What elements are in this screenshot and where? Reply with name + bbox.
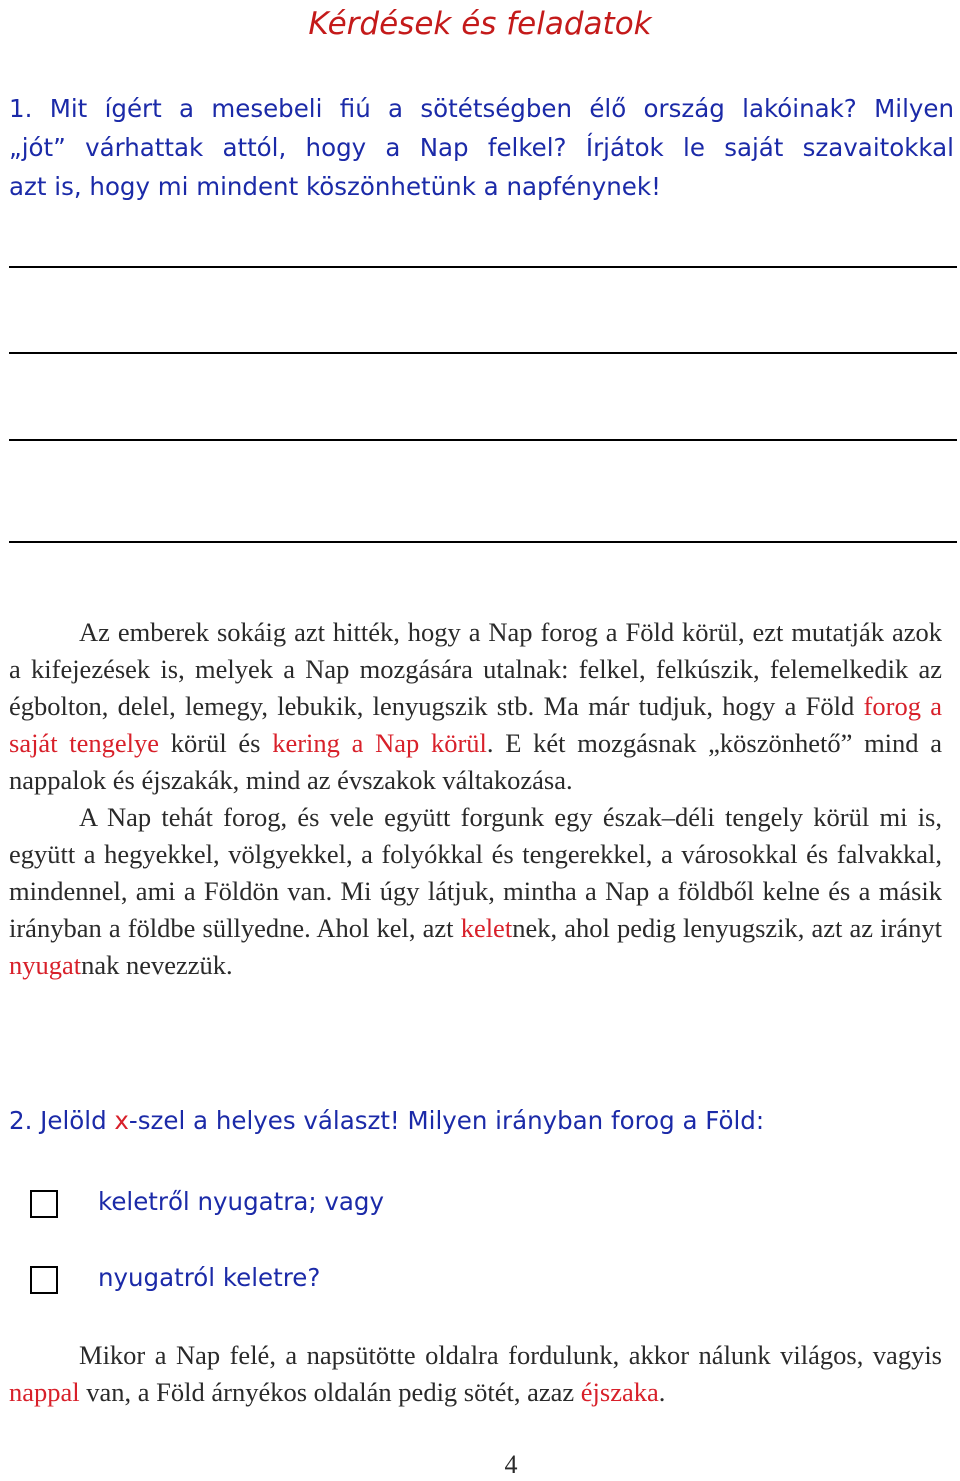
answer-line[interactable] [9,439,957,441]
question-1-line: „jót” várhattak attól, hogy a Nap felkel? Írjátok le saját szavaitokkal [9,133,954,162]
question-2-text: 2. Jelöld [9,1106,115,1135]
text-span: Mikor a Nap felé, a napsütötte oldalra fordulunk, akkor nálunk világos, vagyis [79,1340,942,1370]
highlight-west: nyugat [9,950,82,980]
question-1 [9,89,954,206]
question-1-line: 1. Mit ígért a mesebeli fiú a sötétségben élő ország lakóinak? Milyen [9,94,954,123]
checkbox[interactable] [30,1266,58,1294]
option-label: nyugatról keletre? [98,1263,321,1292]
text-span: . E két mozgásnak „köszönhető” mind a nappalok és éjszakák, mind az évszakok váltakozása. [9,728,943,795]
text-block-earth-rotation [9,614,942,984]
text-span: van, a Föld árnyékos oldalán pedig sötét, azaz [79,1377,581,1407]
text-span: A Nap tehát forog, és vele együtt forgunk egy észak–déli tengely körül mi is, együtt a hegyekkel, völgyekkel, a folyókkal és tengerekkel, a városokkal és falvakkal, mindennel, ami a Földön van. Mi úgy látjuk, mintha a Nap a földből kelne és a másik irányban a földbe süllyedne. Ahol kel, azt [9,802,942,943]
highlight-orbit: kering a Nap körül [272,728,487,758]
paragraph-day-night [9,1337,942,1411]
checkbox[interactable] [30,1190,58,1218]
text-span: nek, ahol pedig lenyugszik, azt az irányt [512,913,942,943]
x-mark-text: x [114,1106,129,1135]
highlight-night: éjszaka [580,1377,659,1407]
text-span: körül és [159,728,273,758]
question-2-text: -szel a helyes választ! Milyen irányban forog a Föld: [128,1106,765,1135]
text-block-day-night [9,1337,942,1411]
question-1-line: azt is, hogy mi mindent köszönhetünk a napfénynek! [9,172,661,201]
answer-line[interactable] [9,266,957,268]
highlight-rotation: forog a saját tengelye [9,691,942,758]
answer-line[interactable] [9,352,957,354]
answer-line[interactable] [9,541,957,543]
option-label: keletről nyugatra; vagy [98,1187,384,1216]
paragraph-east-west [9,799,942,984]
text-span: Az emberek sokáig azt hitték, hogy a Nap forog a Föld körül, ezt mutatják azok a kifejezések is, melyek a Nap mozgására utalnak: felkel, felkúszik, felemelkedik az égbolton, delel, lemegy, lebukik, lenyugszik stb. Ma már tudjuk, hogy a Föld [9,617,942,721]
question-2 [9,1101,764,1141]
text-span: nak nevezzük. [81,950,233,980]
page-title: Kérdések és feladatok [308,6,652,42]
highlight-day: nappal [9,1377,80,1407]
highlight-east: kelet [460,913,513,943]
paragraph-earth-movements [9,614,942,799]
page-number: 4 [504,1450,518,1479]
text-span: . [658,1377,666,1407]
